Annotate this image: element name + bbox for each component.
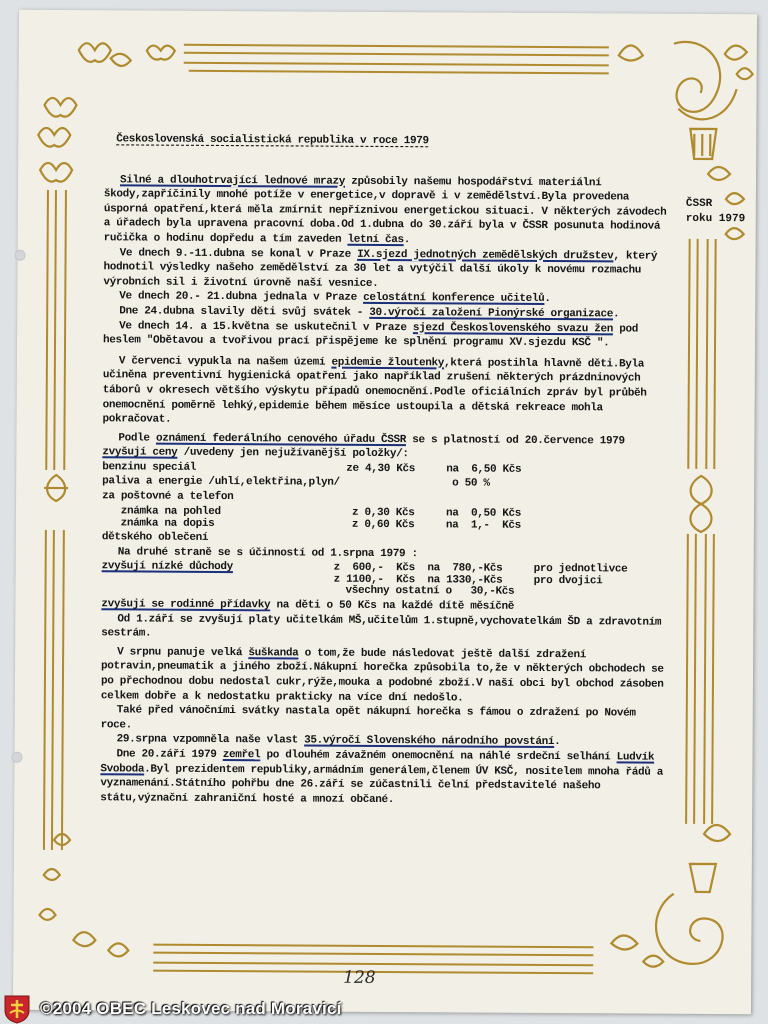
paragraph-jaundice-epidemic — [103, 354, 673, 430]
pension-table — [101, 560, 671, 601]
underlined-phrase: zemřel — [222, 748, 261, 762]
binder-hole — [15, 250, 26, 261]
text-run: V srpnu panuje velká — [117, 646, 249, 659]
text-run: o tom,že bude následovat ještě další zdražení potravin,pneumatik a jiného zboží.Nákupní horečka způsobila to,že v některých obchodech se po přechodnou dobu nedostal cukr,rýže,mouka a podobné zboží.V naší obci byl obchod zásoben celkem dobře a k nedostatku prakticky na více dní nedošlo. — [100, 647, 664, 705]
text-run: Dne 24.dubna slavily děti svůj svátek - — [119, 305, 370, 319]
underlined-phrase: sjezd Československého svazu žen — [412, 321, 614, 335]
paragraph-from-august: Na druhé straně se s účinností od 1.srpna 1979 : — [117, 546, 418, 561]
underlined-phrase: 35.výročí Slovenského národního povstání — [304, 734, 555, 749]
text-run: V červenci vypukla na našem území — [118, 355, 332, 369]
side-note-line-1: ČSSR — [685, 197, 713, 210]
paragraph-frost — [104, 173, 674, 249]
underlined-phrase: 30.výročí založení Pionýrské organizace — [369, 306, 614, 321]
text-run: . — [613, 308, 620, 321]
paragraph-teacher-salaries: Od 1.září se zvyšují platy učitelkám MŠ,učitelům 1.stupně,vychovatelkám ŠD a zdravotním sestrám. — [101, 612, 662, 640]
document-page — [13, 10, 757, 1014]
pension-row: zvyšují nízké důchody z 600,- Kčs na 780,-Kčs pro jednotlivce — [101, 560, 628, 576]
underlined-phrase: Ludvík Svoboda — [100, 751, 655, 776]
price-table — [102, 460, 673, 548]
paragraph-rumors — [101, 645, 671, 707]
text-run: Ve dnech 20.- 21.dubna jednala v Praze — [119, 290, 364, 305]
underlined-phrase: celostátní konference učitelů — [363, 292, 545, 306]
binder-hole — [11, 752, 22, 763]
underlined-phrase: IX.sjezd jednotných zemědělských družstev — [357, 248, 614, 262]
text-run: ,která postihla hlavně děti.Byla učiněna preventivní hygienická opatření jako například zrušení některých prázdninových táborů v okresech většího výskytu případů onemocnění.Podle oficiálních zpráv byl průběh onemocnění poměrně lehký,epidemie během měsíce ustoupila a dětská rekreace mohla pokračovat. — [102, 357, 647, 426]
text-run: . — [544, 293, 551, 306]
coat-of-arms-icon — [2, 994, 32, 1024]
price-row: za poštovné a telefon — [102, 490, 234, 504]
text-run: na děti o 50 Kčs na každé dítě měsíčně — [270, 599, 515, 613]
text-run: . — [554, 736, 561, 749]
watermark-text: ©2004 OBEC Leskovec nad Moravicí — [40, 999, 342, 1018]
paragraph-womens-union — [103, 319, 673, 352]
price-row: známka na pohled z 0,30 Kčs na 0,50 Kčs — [101, 504, 522, 520]
page-number: 128 — [343, 967, 376, 988]
paragraph-cooperative-congress — [103, 246, 673, 293]
paragraph-price-increase — [102, 431, 672, 464]
text-run: se s platností od 20.července 1979 — [405, 433, 625, 448]
text-run: Dne 20.září 1979 — [116, 748, 223, 761]
pension-row: všechny ostatní o 30,-Kčs — [345, 585, 515, 599]
paragraph-christmas: Také před vánočními svátky nastala opět nákupní horečka s fámou o zdražení po Novém roce. — [100, 704, 636, 732]
text-run: . — [403, 234, 411, 247]
text-run: po dlouhém závažném onemocnění na náhlé srdeční selhání — [260, 749, 617, 764]
document-body — [100, 132, 674, 809]
page-title: Československá socialistická republika v roce 1979 — [116, 133, 429, 148]
price-row: známka na dopis z 0,60 Kčs na 1,- Kčs — [101, 516, 521, 532]
text-run: Podle — [118, 432, 156, 445]
text-run: pod heslem "Obětavou a tvořivou prací přispějeme ke splnění programu XV.sjezdu KSČ ". — [103, 322, 639, 350]
text-run: Ve dnech 9.-11.dubna se konal v Praze — [119, 246, 358, 261]
price-row: dětského oblečení — [101, 531, 209, 545]
text-run: , který hodnotil výsledky našeho zemědělství za 30 let a vytýčil další úkoly k novému rozmachu výrobních sil i životní úrovně naší vesnice. — [103, 249, 658, 290]
underlined-phrase: šuškanda — [248, 646, 299, 660]
text-run: 29.srpna vzpomněla naše vlast — [116, 733, 305, 747]
text-run: způsobily našemu hospodářství materiální škody,zapříčinily mnohé potíže v energetice,v dopravě i v zemědělství.Byla provedena úsporná opatření,která měla zmírnit nepříznivou energetickou situaci. V některých závodech a úřadech byla upravena pracovní doba.Od 1.dubna do 30.září byla v ČSSR posunuta hodinová ručička o hodinu dopředu a tím zaveden — [103, 175, 667, 246]
text-run: .Byl prezidentem republiky,armádním generálem,členem ÚV KSČ, nositelem mnoha řádů a vyznamenání.Státního pohřbu dne 26.září se zúčastnili čelní představitelé našeho státu,význační zahraniční hosté a mnozí občané. — [100, 763, 664, 806]
underlined-phrase: zvyšují ceny — [102, 446, 178, 460]
underlined-phrase: oznámení federálního cenového úřadu ČSSR — [155, 432, 407, 446]
pension-row: z 1100,- Kčs na 1330,-Kčs pro dvojici — [333, 574, 603, 588]
underlined-phrase: letní čas — [347, 233, 404, 247]
side-note — [686, 197, 746, 227]
underlined-phrase: epidemie žloutenky — [331, 356, 445, 370]
underlined-phrase: Silné a dlouhotrvající lednové mrazy — [119, 173, 346, 188]
text-run: Ve dnech 14. a 15.května se uskutečnil v Praze — [119, 319, 413, 334]
paragraph-ludvik-svoboda — [100, 747, 670, 809]
price-row: paliva a energie /uhlí,elektřina,plyn/ o 50 % — [102, 475, 490, 491]
text-run: /uvedeny jen nejužívanější položky/: — [177, 447, 409, 461]
side-note-line-2: roku 1979 — [685, 212, 746, 226]
watermark-bar — [0, 994, 768, 1024]
underlined-phrase: zvyšují se rodinné přídavky — [101, 598, 271, 612]
price-row: benzinu speciál ze 4,30 Kčs na 6,50 Kčs — [102, 461, 522, 476]
